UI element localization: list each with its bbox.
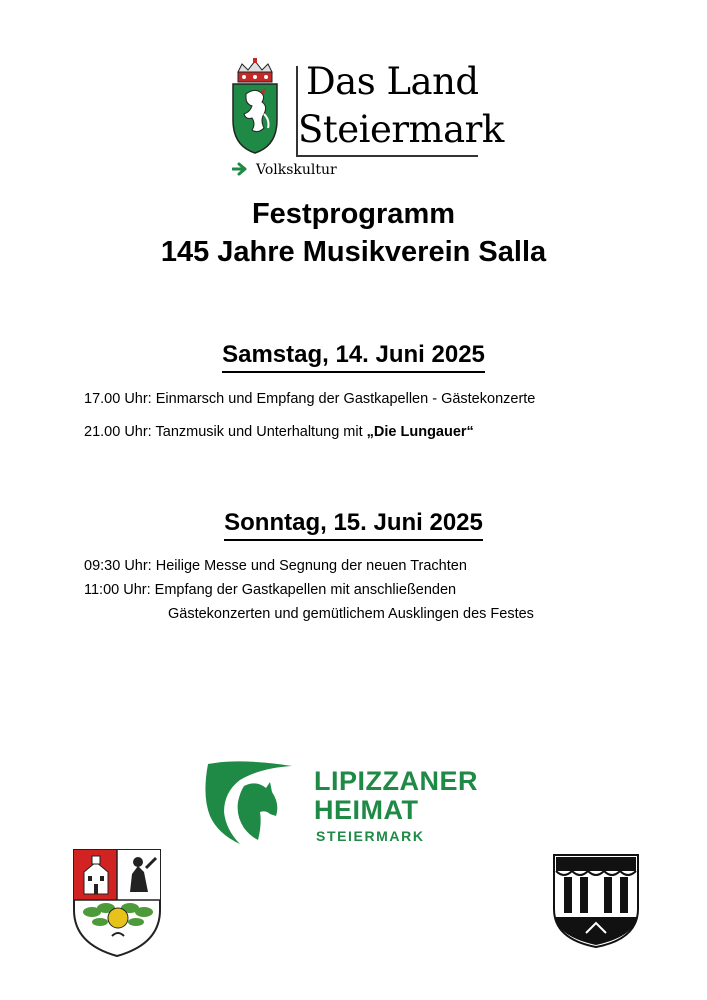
logo-wordmark-line1: LIPIZZANER — [314, 766, 478, 796]
event-time: 21.00 Uhr: — [84, 424, 152, 440]
municipal-crest-left-icon — [72, 848, 162, 958]
event-line — [84, 582, 456, 598]
event-time: 09:30 Uhr: — [84, 558, 152, 574]
land-steiermark-logo — [230, 58, 504, 182]
event-text: Tanzmusik und Unterhaltung mit — [155, 424, 367, 440]
event-line — [84, 558, 467, 574]
page-title-line2: 145 Jahre Musikverein Salla — [160, 236, 547, 268]
event-line — [84, 424, 474, 440]
day-heading-text: Samstag, 14. Juni 2025 — [222, 341, 485, 373]
logo-subtitle: Volkskultur — [256, 162, 337, 178]
horse-head-icon — [200, 760, 296, 852]
event-text: Heilige Messe und Segnung der neuen Trachten — [155, 558, 467, 574]
day-heading-sunday — [0, 509, 707, 541]
band-name: „Die Lungauer“ — [366, 424, 474, 440]
event-line-continuation: Gästekonzerten und gemütlichem Ausklingen des Festes — [168, 606, 534, 622]
logo-wordmark-sub: STEIERMARK — [316, 828, 425, 844]
event-line — [84, 391, 535, 407]
event-time: 11:00 Uhr: — [84, 582, 151, 598]
logo-wordmark — [314, 767, 478, 825]
logo-text-line2: Steiermark — [298, 108, 504, 151]
lipizzaner-heimat-logo — [200, 760, 510, 852]
event-text: Empfang der Gastkapellen mit anschließenden — [154, 582, 457, 598]
municipal-crest-right-icon — [552, 853, 640, 949]
logo-underline — [296, 155, 478, 157]
logo-wordmark-line2: HEIMAT — [314, 795, 419, 825]
steiermark-coat-of-arms-icon — [230, 58, 280, 154]
page-title-line1: Festprogramm — [251, 198, 456, 230]
day-heading-saturday — [0, 341, 707, 373]
arrow-right-icon — [232, 162, 248, 176]
event-time: 17.00 Uhr: — [84, 391, 152, 407]
day-heading-text: Sonntag, 15. Juni 2025 — [224, 509, 483, 541]
logo-text-line1: Das Land — [306, 60, 479, 103]
event-text: Einmarsch und Empfang der Gastkapellen - Gästekonzerte — [155, 391, 536, 407]
